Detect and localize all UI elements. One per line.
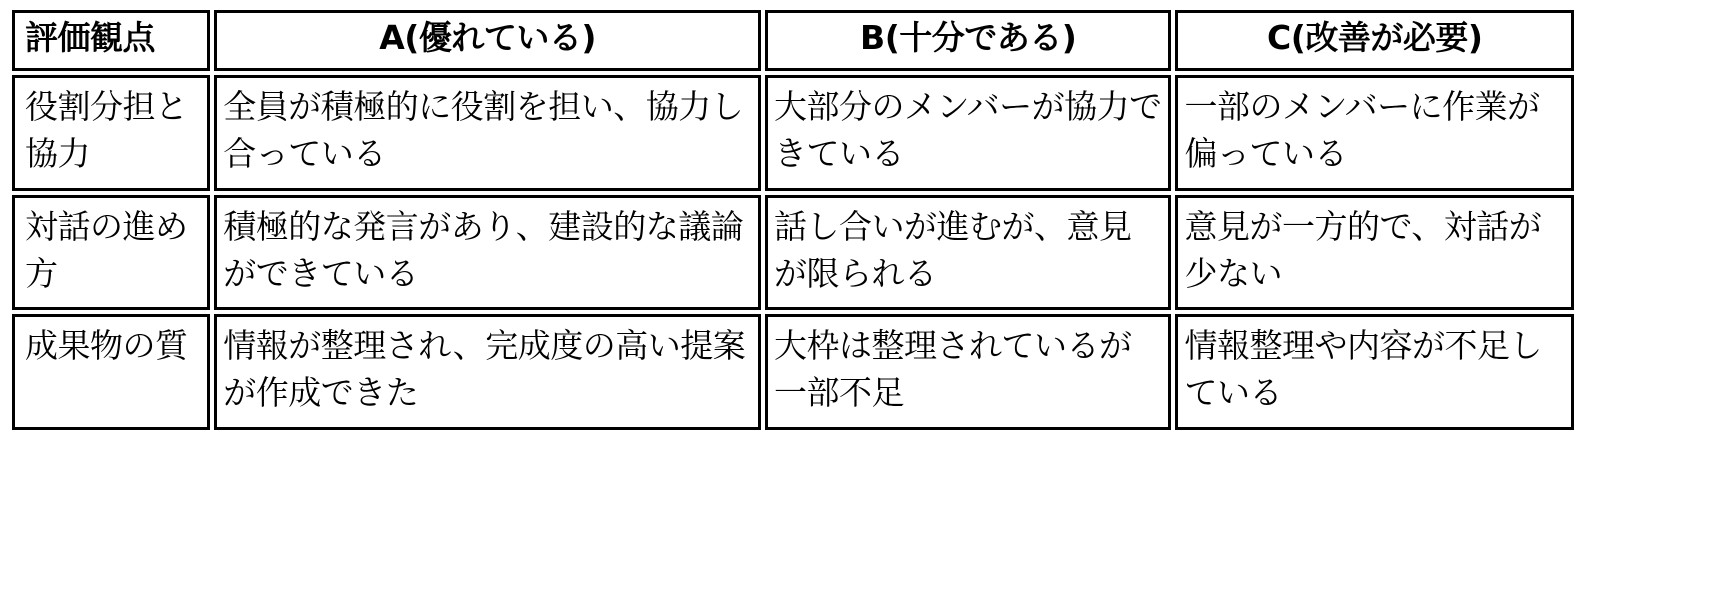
row-level-a xyxy=(214,314,761,430)
row-level-c xyxy=(1175,314,1574,430)
table-row xyxy=(12,75,1574,191)
cell-text: 積極的な発言があり、建設的な議論ができている xyxy=(223,206,744,293)
cell-text: 意見が一方的で、対話が少ない xyxy=(1184,206,1542,293)
cell-text: 役割分担と協力 xyxy=(25,86,188,173)
table-header xyxy=(12,10,1574,71)
column-header-b: B(十分である) xyxy=(765,10,1172,71)
row-level-b xyxy=(765,75,1172,191)
cell-text: 情報が整理され、完成度の高い提案が作成できた xyxy=(223,326,746,413)
column-header-a: A(優れている) xyxy=(214,10,761,71)
cell-text: 情報整理や内容が不足している xyxy=(1184,326,1542,413)
cell-text: 成果物の質 xyxy=(25,326,188,366)
table-row xyxy=(12,314,1574,430)
column-header-criterion: 評価観点 xyxy=(12,10,210,71)
column-header-c: C(改善が必要) xyxy=(1175,10,1574,71)
cell-text: 一部のメンバーに作業が偏っている xyxy=(1184,86,1540,173)
cell-text: 話し合いが進むが、意見が限られる xyxy=(773,206,1132,293)
row-level-c xyxy=(1175,195,1574,311)
cell-text: 全員が積極的に役割を担い、協力し合っている xyxy=(223,86,744,173)
row-level-b xyxy=(765,195,1172,311)
row-level-a xyxy=(214,195,761,311)
table-row xyxy=(12,195,1574,311)
table-body xyxy=(12,75,1574,430)
row-level-a xyxy=(214,75,761,191)
cell-text: 大部分のメンバーが協力できている xyxy=(773,86,1162,173)
row-criterion xyxy=(12,195,210,311)
cell-text: 大枠は整理されているが一部不足 xyxy=(773,326,1132,413)
table-header-row xyxy=(12,10,1574,71)
row-criterion xyxy=(12,314,210,430)
row-level-b xyxy=(765,314,1172,430)
evaluation-rubric-table xyxy=(8,6,1578,434)
row-criterion xyxy=(12,75,210,191)
cell-text: 対話の進め方 xyxy=(25,206,188,293)
row-level-c xyxy=(1175,75,1574,191)
